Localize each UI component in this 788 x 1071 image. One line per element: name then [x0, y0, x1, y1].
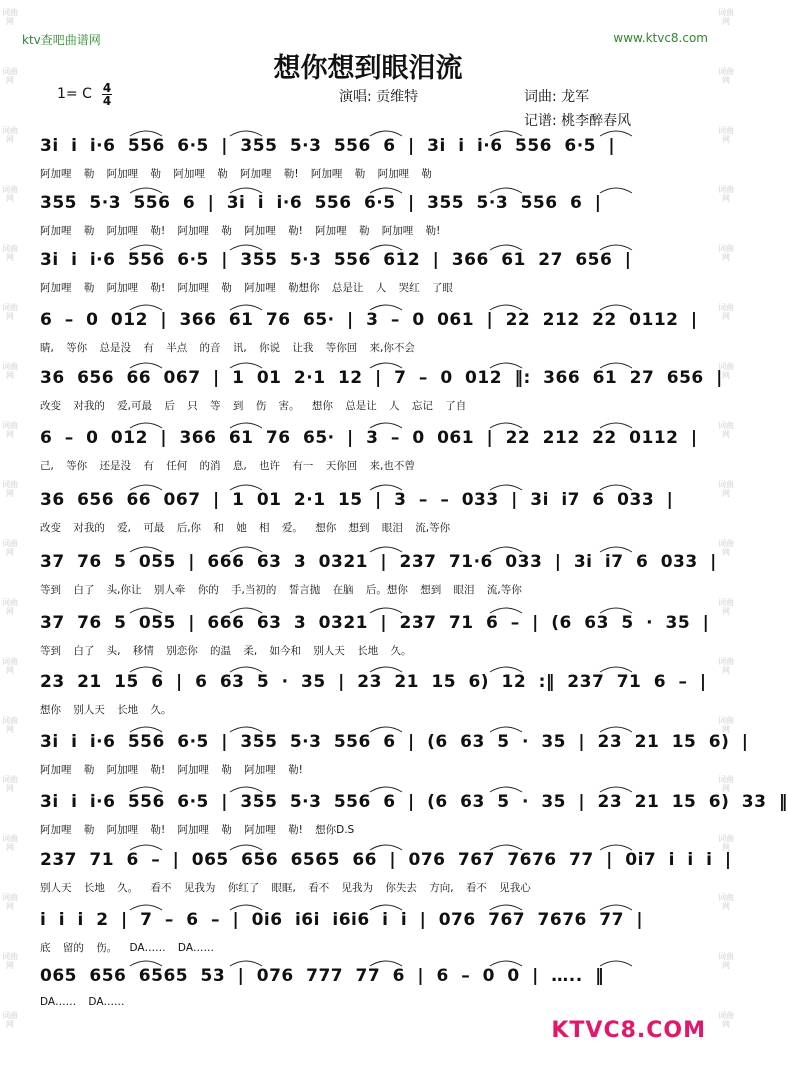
watermark-text: 词曲网 — [2, 362, 18, 380]
notation-line: 37 76 5 055 | 666 63 3 0321 | 237 71 6 – | (6 63 5 · 35 | — [40, 613, 710, 633]
watermark-text: 词曲网 — [718, 303, 734, 321]
watermark-text: 词曲网 — [718, 362, 734, 380]
lyrics-line: 阿加哩 勒 阿加哩 勒 阿加哩 勒 阿加哩 勒! 阿加哩 勒 阿加哩 勒 — [40, 168, 432, 180]
notation-line: 3i i i·6 556 6·5 | 355 5·3 556 6 | 3i i i·6 556 6·5 | — [40, 136, 616, 156]
time-signature-top: 4 — [102, 81, 112, 95]
site-url-right: www.ktvc8.com — [613, 31, 708, 45]
lyrics-line: 阿加哩 勒 阿加哩 勒! 阿加哩 勒 阿加哩 勒想你 总是让 人 哭红 了眼 — [40, 282, 453, 294]
watermark-text: 词曲网 — [2, 8, 18, 26]
watermark-text: 词曲网 — [718, 775, 734, 793]
notation-line: 6 – 0 012 | 366 61 76 65· | 3 – 0 061 | 22 212 22 0112 | — [40, 428, 698, 448]
watermark-text: 词曲网 — [2, 598, 18, 616]
time-signature-bottom: 4 — [102, 94, 112, 108]
watermark-text: 词曲网 — [2, 539, 18, 557]
notation-line: 3i i i·6 556 6·5 | 355 5·3 556 6 | (6 63 5 · 35 | 23 21 15 6) | — [40, 732, 749, 752]
score-row — [40, 428, 698, 488]
lyrics-line: 改变 对我的 爱,可最 后 只 等 到 伤 害。 想你 总是让 人 忘记 了自 — [40, 400, 467, 412]
singer-credit: 演唱: 贡维特 — [339, 89, 419, 105]
notation-line: 36 656 66 067 | 1 01 2·1 15 | 3 – – 033 | 3i i7 6 033 | — [40, 490, 674, 510]
key-signature: 1= C — [57, 86, 92, 102]
lyrics-line: 己, 等你 还是没 有 任何 的消 息, 也许 有一 天你回 来,也不曾 — [40, 460, 415, 472]
notation-line: 237 71 6 – | 065 656 6565 66 | 076 767 7676 77 | 0i7 i i i | — [40, 850, 732, 870]
lyrics-line: 阿加哩 勒 阿加哩 勒! 阿加哩 勒 阿加哩 勒! — [40, 764, 303, 776]
watermark-text: 词曲网 — [718, 1011, 734, 1029]
watermark-text: 词曲网 — [718, 893, 734, 911]
lyrics-line: 阿加哩 勒 阿加哩 勒! 阿加哩 勒 阿加哩 勒! 想你D.S — [40, 824, 355, 836]
score-row — [40, 966, 688, 1026]
lyrics-line: 底 留的 伤。 DA…… DA…… — [40, 942, 215, 954]
notation-line: 3i i i·6 556 6·5 | 355 5·3 556 6 | (6 63 5 · 35 | 23 21 15 6) 33 ‖ — [40, 792, 788, 812]
lyrics-line: 别人天 长地 久。 看不 见我为 你红了 眼眶, 看不 见我为 你失去 方向, 看不 见我心 — [40, 882, 531, 894]
notation-line: i i i 2 | 7 – 6 – | 0i6 i6i i6i6 i i | 076 767 7676 77 | — [40, 910, 644, 930]
watermark-text: 词曲网 — [2, 657, 18, 675]
notation-line: 065 656 6565 53 | 076 777 77 6 | 6 – 0 0 | ….. ‖ — [40, 966, 605, 986]
watermark-text: 词曲网 — [2, 303, 18, 321]
watermark-text: 词曲网 — [718, 421, 734, 439]
watermark-text: 词曲网 — [2, 716, 18, 734]
lyrics-line: 想你 别人天 长地 久。 — [40, 704, 172, 716]
transcriber-credit: 记谱: 桃李醉春风 — [524, 113, 632, 129]
left-watermark-strip — [0, 0, 20, 1071]
watermark-text: 词曲网 — [2, 775, 18, 793]
watermark-text: 词曲网 — [718, 8, 734, 26]
time-signature — [102, 82, 112, 107]
notation-line: 355 5·3 556 6 | 3i i i·6 556 6·5 | 355 5·3 556 6 | — [40, 193, 602, 213]
watermark-text: 词曲网 — [2, 244, 18, 262]
watermark-text: 词曲网 — [2, 67, 18, 85]
watermark-text: 词曲网 — [2, 126, 18, 144]
watermark-text: 词曲网 — [718, 598, 734, 616]
song-title: 想你想到眼泪流 — [273, 53, 463, 84]
score-row — [40, 552, 717, 612]
notation-line: 6 – 0 012 | 366 61 76 65· | 3 – 0 061 | 22 212 22 0112 | — [40, 310, 698, 330]
watermark-text: 词曲网 — [718, 244, 734, 262]
lyrics-line: 等到 白了 头,你让 别人牵 你的 手,当初的 誓言抛 在脑 后。想你 想到 眼泪 流,等你 — [40, 584, 522, 596]
notation-line: 36 656 66 067 | 1 01 2·1 12 | 7 – 0 012 ‖: 366 61 27 656 | — [40, 368, 723, 388]
watermark-text: 词曲网 — [718, 716, 734, 734]
notation-line: 3i i i·6 556 6·5 | 355 5·3 556 612 | 366 61 27 656 | — [40, 250, 632, 270]
notation-line: 23 21 15 6 | 6 63 5 · 35 | 23 21 15 6) 12 :‖ 237 71 6 – | — [40, 672, 707, 692]
site-name-left: ktv查吧曲谱网 — [22, 33, 101, 47]
watermark-text: 词曲网 — [718, 67, 734, 85]
watermark-text: 词曲网 — [2, 893, 18, 911]
watermark-text: 词曲网 — [718, 539, 734, 557]
watermark-text: 词曲网 — [2, 1011, 18, 1029]
watermark-text: 词曲网 — [718, 834, 734, 852]
watermark-text: 词曲网 — [718, 657, 734, 675]
lyrics-line: 等到 白了 头, 移情 别恋你 的温 柔, 如今和 别人天 长地 久。 — [40, 645, 412, 657]
right-watermark-strip — [716, 0, 736, 1071]
watermark-text: 词曲网 — [2, 480, 18, 498]
lyrics-line: 睛, 等你 总是没 有 半点 的音 讯, 你说 让我 等你回 来,你不会 — [40, 342, 415, 354]
lyrics-line: 改变 对我的 爱, 可最 后,你 和 她 相 爱。 想你 想到 眼泪 流,等你 — [40, 522, 451, 534]
notation-line: 37 76 5 055 | 666 63 3 0321 | 237 71·6 033 | 3i i7 6 033 | — [40, 552, 717, 572]
composer-credit: 词曲: 龙军 — [524, 89, 590, 105]
watermark-text: 词曲网 — [2, 185, 18, 203]
watermark-text: 词曲网 — [718, 185, 734, 203]
watermark-text: 词曲网 — [2, 834, 18, 852]
watermark-text: 词曲网 — [718, 480, 734, 498]
site-logo: KTVC8.COM — [551, 1018, 706, 1043]
watermark-text: 词曲网 — [2, 421, 18, 439]
lyrics-line: 阿加哩 勒 阿加哩 勒! 阿加哩 勒 阿加哩 勒! 阿加哩 勒 阿加哩 勒! — [40, 225, 441, 237]
watermark-text: 词曲网 — [718, 952, 734, 970]
score-row — [40, 490, 688, 550]
watermark-text: 词曲网 — [2, 952, 18, 970]
lyrics-line: DA…… DA…… — [40, 996, 125, 1008]
watermark-text: 词曲网 — [718, 126, 734, 144]
